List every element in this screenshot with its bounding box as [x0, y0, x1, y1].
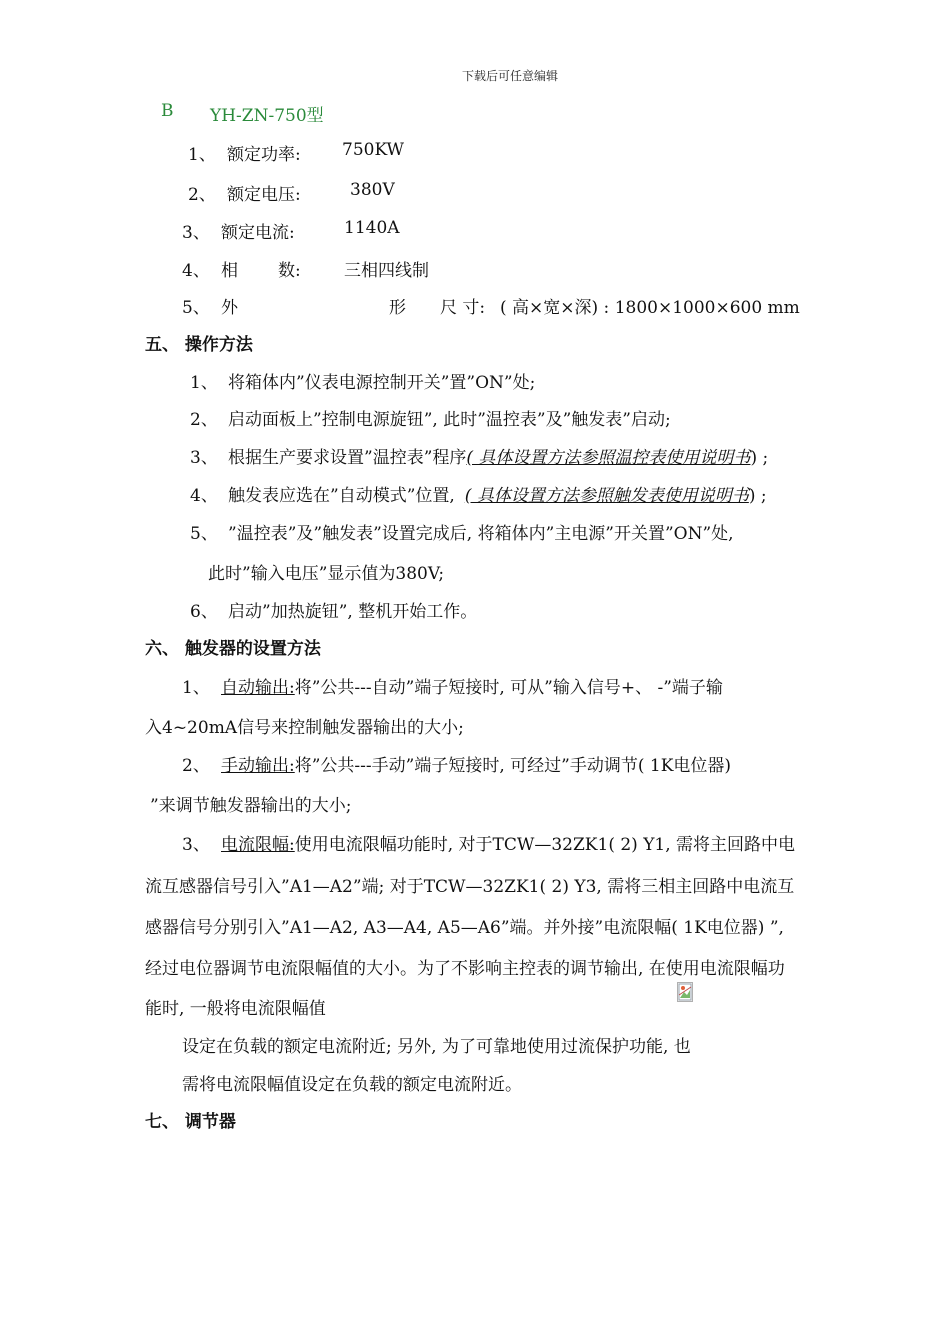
s5-item-1-text: 将箱体内”仪表电源控制开关”置”ON”处;: [228, 373, 536, 393]
s5-item-3-tail: ) ;: [750, 448, 769, 468]
s5-item-6-num: 6、: [190, 602, 218, 622]
s6-item-2-num: 2、: [182, 756, 210, 776]
spec-5-label-b: 形: [389, 298, 406, 318]
spec-3-label: 额定电流:: [221, 223, 295, 243]
s5-item-5-text: ”温控表”及”触发表”设置完成后, 将箱体内”主电源”开关置”ON”处,: [228, 524, 734, 544]
spec-4-label-a: 相: [221, 261, 238, 281]
s6-item-3-line-4: 能时, 一般将电流限幅值: [145, 999, 326, 1019]
section-5-heading: 五、 操作方法: [145, 335, 253, 355]
s5-item-1-num: 1、: [190, 373, 218, 393]
s6-item-3-tail-2: 需将电流限幅值设定在负载的额定电流附近。: [182, 1075, 522, 1095]
s6-item-3-line-3: 经过电位器调节电流限幅值的大小。为了不影响主控表的调节输出, 在使用电流限幅功: [145, 959, 785, 979]
s5-item-5-cont: 此时”输入电压”显示值为380V;: [208, 564, 445, 584]
s6-item-2: [221, 751, 731, 776]
s6-item-3: [221, 830, 795, 855]
s6-item-3-line-1: 流互感器信号引入”A1—A2”端; 对于TCW—32ZK1( 2) Y3, 需将三相主回路中电流互: [145, 877, 795, 897]
s6-item-1-text: 将”公共---自动”端子短接时, 可从”输入信号+、 -”端子输: [294, 678, 723, 698]
s6-item-2-text: 将”公共---手动”端子短接时, 可经过”手动调节( 1K电位器): [294, 756, 732, 776]
s6-item-2-cont: ”来调节触发器输出的大小;: [150, 796, 352, 816]
spec-5-num: 5、: [182, 298, 210, 318]
spec-4-num: 4、: [182, 261, 210, 281]
s5-item-3-manual-link[interactable]: ( 具体设置方法参照温控表使用说明书: [466, 448, 751, 468]
s6-item-1-cont: 入4~20mA信号来控制触发器输出的大小;: [145, 718, 464, 738]
spec-1-label: 额定功率:: [227, 145, 301, 165]
s5-item-4-text: 触发表应选在”自动模式”位置,: [228, 486, 455, 506]
spec-2-num: 2、: [188, 185, 216, 205]
s6-item-1-term: 自动输出:: [221, 678, 295, 698]
spec-3-value: 1140A: [344, 218, 400, 238]
spec-1-value: 750KW: [342, 140, 405, 160]
spec-1-num: 1、: [188, 145, 216, 165]
spec-5-label-c: 尺 寸:: [440, 298, 486, 318]
s6-item-3-text: 使用电流限幅功能时, 对于TCW—32ZK1( 2) Y1, 需将主回路中电: [294, 835, 796, 855]
spec-5-value: ( 高×宽×深) : 1800×1000×600 mm: [500, 298, 800, 318]
s5-item-3: [228, 443, 768, 468]
s6-item-1: [221, 673, 723, 698]
spec-4-value: 三相四线制: [344, 261, 429, 281]
s5-item-2-num: 2、: [190, 410, 218, 430]
s5-item-5-num: 5、: [190, 524, 218, 544]
header-note: 下载后可任意编辑: [462, 69, 559, 83]
model-letter: B: [161, 101, 174, 121]
s5-item-6-text: 启动”加热旋钮”, 整机开始工作。: [228, 602, 478, 622]
s6-item-3-line-2: 感器信号分别引入”A1—A2, A3—A4, A5—A6”端。并外接”电流限幅( 1K电位器) ”,: [145, 918, 784, 938]
s5-item-4-manual-link[interactable]: ( 具体设置方法参照触发表使用说明书: [464, 486, 749, 506]
spec-2-value: 380V: [350, 180, 395, 200]
s5-item-3-num: 3、: [190, 448, 218, 468]
model-name: YH-ZN-750型: [210, 106, 324, 126]
spec-5-label-a: 外: [221, 298, 238, 318]
spec-2-label: 额定电压:: [227, 185, 301, 205]
section-7-heading: 七、 调节器: [145, 1112, 236, 1132]
spec-4-label-b: 数:: [278, 261, 301, 281]
s5-item-4: [228, 481, 767, 506]
s5-item-2-text: 启动面板上”控制电源旋钮”, 此时”温控表”及”触发表”启动;: [228, 410, 671, 430]
s5-item-4-num: 4、: [190, 486, 218, 506]
broken-image-icon: [677, 982, 693, 1002]
s6-item-3-term: 电流限幅:: [221, 835, 295, 855]
s6-item-3-tail-1: 设定在负载的额定电流附近; 另外, 为了可靠地使用过流保护功能, 也: [182, 1037, 691, 1057]
s6-item-1-num: 1、: [182, 678, 210, 698]
s6-item-2-term: 手动输出:: [221, 756, 295, 776]
spec-3-num: 3、: [182, 223, 210, 243]
s6-item-3-num: 3、: [182, 835, 210, 855]
s5-item-3-text: 根据生产要求设置”温控表”程序: [228, 448, 467, 468]
s5-item-4-tail: ) ;: [748, 486, 767, 506]
section-6-heading: 六、 触发器的设置方法: [145, 639, 321, 659]
